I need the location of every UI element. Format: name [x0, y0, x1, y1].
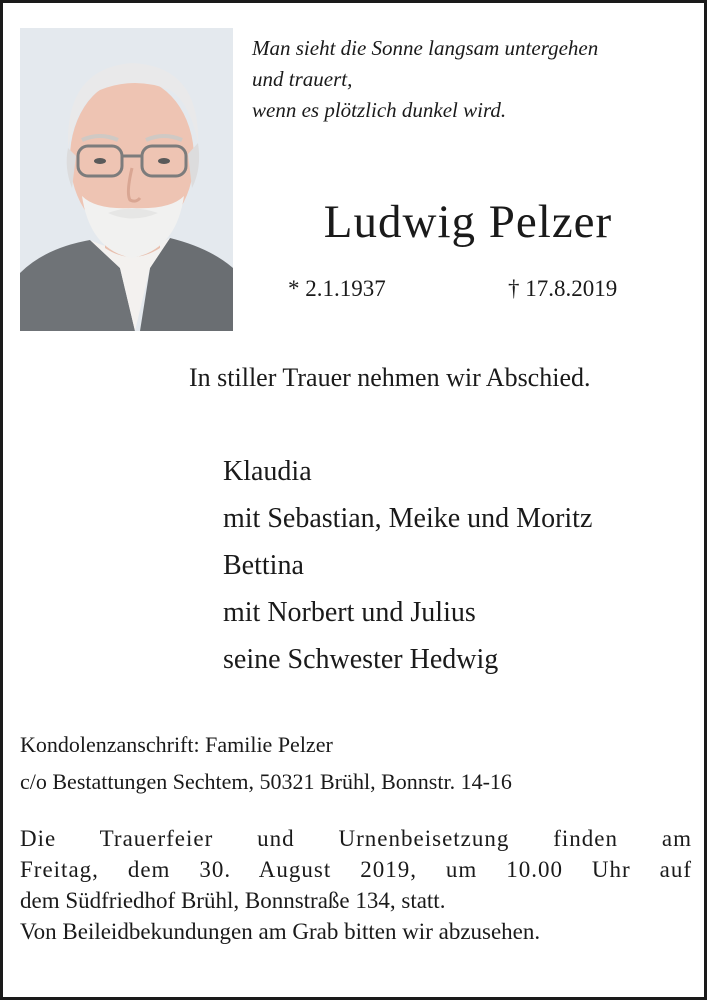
service-line: Die Trauerfeier und Urnenbeisetzung finden am [20, 826, 692, 851]
family-list [223, 448, 703, 683]
condolence-line: c/o Bestattungen Sechtem, 50321 Brühl, Bonnstr. 14-16 [20, 769, 512, 794]
service-line: Von Beileidbekundungen am Grab bitten wir abzusehen. [20, 919, 541, 944]
portrait-illustration [20, 28, 233, 331]
condolence-address [20, 726, 700, 800]
family-line: seine Schwester Hedwig [223, 644, 499, 675]
service-information [20, 823, 692, 947]
family-line: mit Norbert und Julius [223, 597, 476, 628]
portrait-photo [20, 28, 233, 331]
family-line: mit Sebastian, Meike und Moritz [223, 503, 593, 534]
farewell-text: In stiller Trauer nehmen wir Abschied. [189, 363, 591, 392]
death-date: † 17.8.2019 [508, 276, 618, 301]
deceased-name: Ludwig Pelzer [323, 196, 613, 248]
family-line: Klaudia [223, 456, 312, 487]
birth-date: * 2.1.1937 [288, 276, 386, 301]
poem [252, 33, 692, 126]
poem-line: Man sieht die Sonne langsam untergehen [252, 36, 599, 60]
family-line: Bettina [223, 550, 304, 581]
service-line: dem Südfriedhof Brühl, Bonnstraße 134, statt. [20, 888, 446, 913]
poem-line: wenn es plötzlich dunkel wird. [252, 98, 507, 122]
service-line: Freitag, dem 30. August 2019, um 10.00 Uhr auf [20, 857, 692, 882]
condolence-line: Kondolenzanschrift: Familie Pelzer [20, 732, 333, 757]
poem-line: und trauert, [252, 67, 353, 91]
